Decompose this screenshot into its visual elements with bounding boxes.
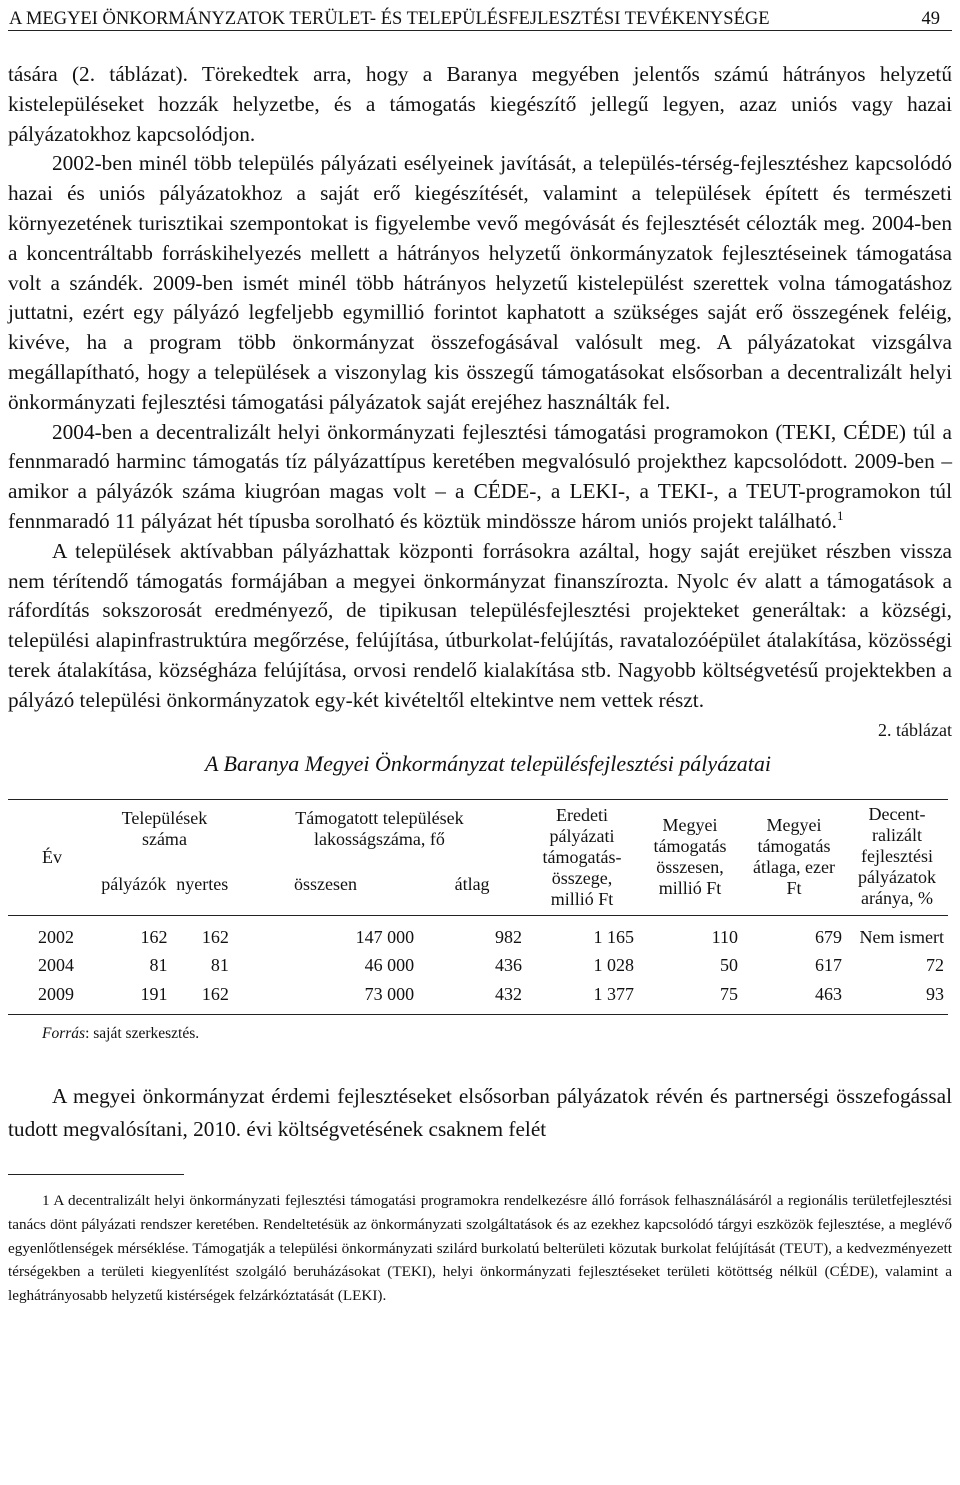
cell-county-total: 75: [638, 980, 742, 1015]
col-header-original: Eredeti pályázati támogatás-összege, millió Ft: [526, 799, 638, 915]
cell-total: 73 000: [233, 980, 418, 1015]
cell-average: 982: [495, 926, 522, 947]
paragraph-2: 2002-ben minél több település pályázati esélyeinek javítását, a település-térség-fejlesztéshez kapcsolódó hazai és uniós pályázatokhoz a saját erő kiegészítését, valamint a települések épített és természeti környezetének turisztikai szempontokat is figyelembe vevő megóvását és fejlesztését célozták meg. 2004-ben a koncentráltabb forráskihelyezés mellett a hátrányos helyzetű önkormányzatok fejlesztéseinek támogatása volt a szándék. 2009-ben ismét minél több hátrányos helyzetű kistelepülést szerettek volna támogatáshoz juttatni, ezért egy pályázó legfeljebb egymillió forintot kaphatott a szükséges saját erő összegének feléig, kivéve, ha a program több önkormányzat összefogásával valósult meg. A pályázatokat vizsgálva megállapítható, hogy a települések a viszonylag kis összegű támogatásokat elsősorban a decentralizált helyi önkormányzati fejlesztési támogatási pályázatok saját erejéhez használták fel.: [8, 151, 952, 414]
table-row: [8, 951, 948, 980]
col-header-county-avg: Megyei támogatás átlaga, ezer Ft: [742, 799, 846, 915]
cell-county-avg: 617: [815, 955, 842, 976]
col-header-settlements: Települések száma: [96, 799, 233, 853]
col-header-population: Támogatott települések lakosságszáma, fő: [233, 799, 526, 853]
cell-applicants: 162: [140, 926, 168, 947]
cell-county-avg: 679: [815, 926, 842, 947]
paragraph-5: A megyei önkormányzat érdemi fejlesztéseket elsősorban pályázatok révén és partnerségi összefogással tudott megvalósítani, 2010. évi költségvetésének csaknem felét: [8, 1084, 952, 1142]
running-header: [8, 0, 952, 31]
cell-applicants: 191: [96, 980, 172, 1015]
cell-winners: 162: [201, 926, 229, 947]
table-reference: 2. táblázat: [878, 719, 952, 740]
data-table: [8, 799, 948, 1016]
paragraph-3: [8, 418, 952, 537]
footnote-1: 1 A decentralizált helyi önkormányzati fejlesztési támogatási programokra rendelkezésre álló források felhasználásáról a regionális területfejlesztési tanács dönt pályázati rendszer keretében. Rendeltetésük az önkormányzati szolgáltatások és az ezekhez kapcsolódó tárgyi eszközök fejlesztése, a meglévő egyenlőtlenségek mérséklése. Támogatják a települési önkormányzati szilárd burkolatú belterületi közutak burkolat felújítását (TEUT), a kedvezményezett térségekben a területi kiegyenlítést szolgáló beruházásokat (TEKI), helyi önkormányzati fejlesztéseket területi kötöttség nélkül (CÉDE), valamint a leghátrányosabb helyzetű kistérségek felzárkóztatását (LEKI).: [8, 1192, 952, 1305]
paragraph-4: A települések aktívabban pályázhattak központi forrásokra azáltal, hogy saját erejüket részben vissza nem térítendő támogatás formájában a megyei önkormányzat finanszírozta. Nyolc év alatt a támogatások a ráfordítás sokszorosát eredményező, de tipikusan településfejlesztési projekteket generáltak: a községi, települési alapinfrastruktúra megőrzése, felújítása, útburkolat-felújítás, ravatalozóépület átalakítása, közösségi terek átalakítása, községháza felújítása, orvosi rendelő kialakítása stb. Nagyobb költségvetésű projektekben a pályázó települési önkormányzatok egy-két kivételtől eltekintve nem vettek részt.: [8, 538, 952, 712]
cell-original: 1 028: [593, 955, 634, 976]
paragraph-3-text: 2004-ben a decentralizált helyi önkormányzati fejlesztési támogatási programokon (TEKI, CÉDE) túl a fennmaradó harminc támogatás tíz pályázattípus keretében megvalósuló projekthez kapcsolódott. 2009-ben – amikor a pályázók száma kiugróan magas volt – a CÉDE-, a LEKI-, a TEKI-, a TEUT-programokon túl fennmaradó 11 pályázat hét típusba sorolható és köztük mindössze három uniós projekt található.: [8, 419, 952, 533]
source-text: : saját szerkesztés.: [85, 1025, 200, 1043]
cell-county-total: 110: [711, 926, 738, 947]
cell-decentral: 72: [926, 955, 944, 976]
cell-county-total: 50: [720, 955, 738, 976]
table-source: [8, 1025, 952, 1043]
cell-winners: 81: [210, 955, 229, 976]
col-header-total: összesen: [233, 854, 418, 916]
source-label: Forrás: [42, 1025, 86, 1043]
col-header-average: átlag: [418, 854, 526, 916]
paragraph-1: tására (2. táblázat). Törekedtek arra, hogy a Baranya megyében jelentős számú hátrányos helyzetű kistelepüléseket hozzák helyzetbe, és a támogatás kiegészítő jellegű legyen, azaz uniós vagy hazai pályázatokhoz kapcsolódjon.: [8, 62, 952, 146]
footnote-reference[interactable]: 1: [836, 507, 844, 523]
cell-original: 1 377: [526, 980, 638, 1015]
running-header-title: A MEGYEI ÖNKORMÁNYZATOK TERÜLET- ÉS TELEPÜLÉSFEJLESZTÉSI TEVÉKENYSÉGE: [9, 9, 770, 29]
page-number: 49: [921, 9, 940, 29]
cell-winners: 162: [172, 980, 233, 1015]
cell-applicants: 81: [149, 955, 168, 976]
col-header-county-total: Megyei támogatás összesen, millió Ft: [638, 799, 742, 915]
cell-year: 2009: [8, 980, 96, 1015]
table-title: A Baranya Megyei Önkormányzat településfejlesztési pályázatai: [205, 750, 771, 776]
cell-total: 147 000: [355, 926, 415, 947]
footnote-divider: [8, 1174, 184, 1175]
cell-year: 2002: [38, 926, 74, 947]
cell-decentral: 93: [846, 980, 948, 1015]
col-header-applicants: pályázók: [96, 854, 172, 916]
cell-original: 1 165: [593, 926, 634, 947]
col-header-winners: nyertes: [172, 854, 233, 916]
cell-total: 46 000: [364, 955, 415, 976]
col-header-year: Év: [8, 799, 96, 915]
closing-text: [8, 1080, 952, 1146]
cell-average: 436: [495, 955, 522, 976]
body-text: [8, 60, 952, 716]
cell-county-avg: 463: [742, 980, 846, 1015]
col-header-decentral: Decent-ralizált fejlesztési pályázatok aránya, %: [846, 799, 948, 915]
cell-average: 432: [418, 980, 526, 1015]
table-row: [8, 980, 948, 1015]
cell-year: 2004: [38, 955, 74, 976]
table-row: [8, 915, 948, 951]
cell-decentral: Nem ismert: [859, 926, 944, 947]
